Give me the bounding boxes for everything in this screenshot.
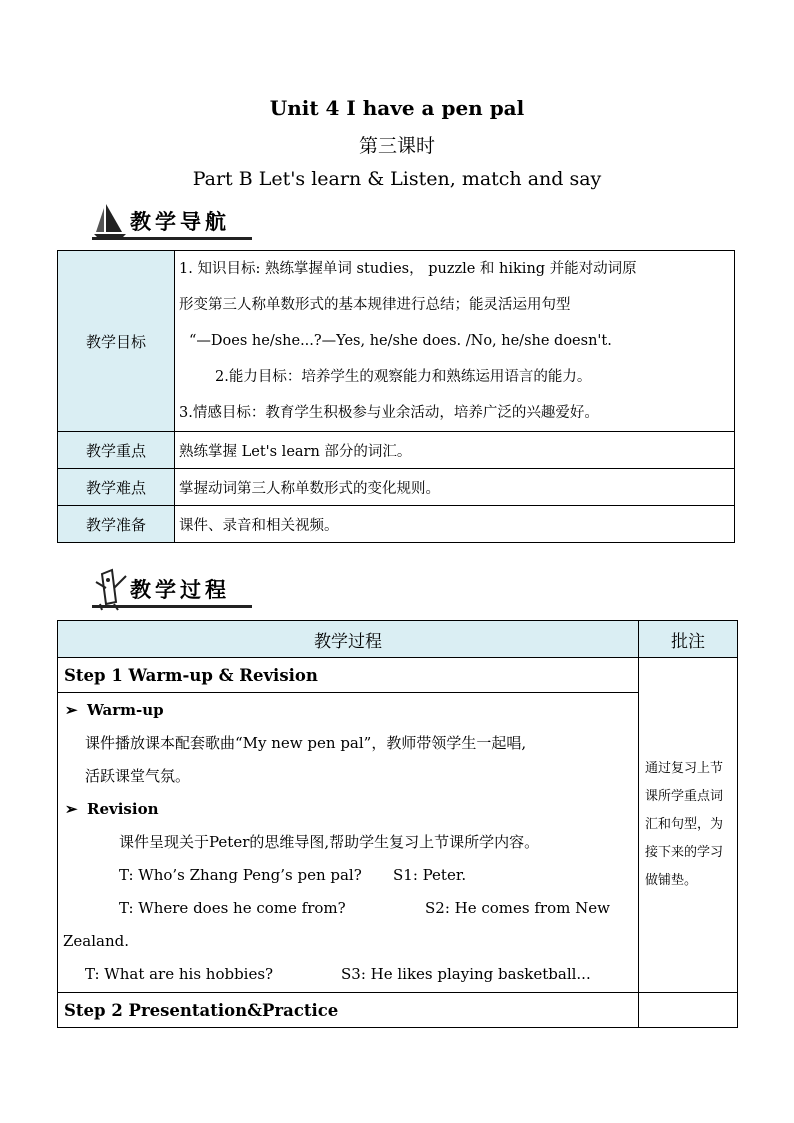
note-line: 汇和句型，为: [645, 817, 724, 832]
objectives-content: [175, 251, 735, 432]
warmup-line: 课件播放课本配套歌曲“My new pen pal”，教师带领学生一起唱,: [85, 734, 527, 752]
table-row: [58, 432, 735, 469]
dialog-teacher: T: What are his hobbies?: [85, 965, 274, 983]
warmup-line: 活跃课堂气氛。: [85, 767, 191, 785]
preparation-label: 教学准备: [58, 506, 175, 543]
step1-content: [58, 693, 639, 993]
unit-title: Unit 4 I have a pen pal: [269, 96, 525, 120]
teaching-navigation-table: [57, 250, 735, 543]
arrow-bullet-icon: ➢: [65, 800, 78, 818]
dialog-line: [59, 958, 637, 991]
objective-line: “—Does he/she...?—Yes, he/she does. /No, he/she doesn't.: [189, 333, 612, 349]
lesson-number: 第三课时: [358, 135, 435, 157]
table-row: [58, 658, 738, 693]
warmup-heading: [59, 694, 637, 727]
warmup-title: Warm-up: [87, 701, 164, 719]
step1-title: Step 1 Warm-up & Revision: [58, 658, 639, 693]
sailboat-icon: [92, 200, 132, 240]
difficulty-content: 掌握动词第三人称单数形式的变化规则。: [175, 469, 735, 506]
section-header-process: [92, 568, 272, 608]
objective-line: 形变第三人称单数形式的基本规律进行总结；能灵活运用句型: [179, 297, 571, 313]
notes-cell: [639, 658, 738, 993]
objective-line: 1. 知识目标: 熟练掌握单词 studies， puzzle 和 hiking 并能对动词原: [179, 261, 637, 277]
dialog-teacher: T: Where does he come from?: [119, 899, 346, 917]
objective-line: 3.情感目标：教育学生积极参与业余活动，培养广泛的兴趣爱好。: [179, 405, 599, 421]
note-line: 通过复习上节: [645, 761, 724, 776]
dialog-student: S1: Peter.: [393, 866, 467, 884]
preparation-content: 课件、录音和相关视频。: [175, 506, 735, 543]
table-row: [58, 993, 738, 1028]
arrow-bullet-icon: ➢: [65, 701, 78, 719]
objective-line: 2.能力目标：培养学生的观察能力和熟练运用语言的能力。: [215, 369, 592, 385]
key-points-label: 教学重点: [58, 432, 175, 469]
table-row: [58, 506, 735, 543]
section-label-process: 教学过程: [130, 578, 230, 602]
teaching-process-table: [57, 620, 738, 1028]
note-line: 接下来的学习: [645, 845, 724, 860]
process-column-header: 教学过程: [58, 621, 639, 658]
section-header-navigation: [92, 200, 272, 240]
revision-heading: [59, 793, 637, 826]
table-row: [58, 469, 735, 506]
note-line: 课所学重点词: [645, 789, 724, 804]
dialog-teacher: T: Who’s Zhang Peng’s pen pal?: [119, 866, 362, 884]
dialog-line: [59, 892, 637, 925]
dialog-line: [59, 859, 637, 892]
table-row: [58, 693, 738, 993]
section-label-navigation: 教学导航: [130, 210, 230, 234]
revision-line: 课件呈现关于Peter的思维导图,帮助学生复习上节课所学内容。: [119, 833, 540, 851]
objectives-label: 教学目标: [58, 251, 175, 432]
difficulty-label: 教学难点: [58, 469, 175, 506]
step2-title: Step 2 Presentation&Practice: [58, 993, 639, 1028]
table-header-row: [58, 621, 738, 658]
note-line: 做铺垫。: [645, 873, 698, 888]
table-row: [58, 251, 735, 432]
dialog-student: S3: He likes playing basketball...: [341, 965, 591, 983]
lesson-part: Part B Let's learn & Listen, match and say: [192, 168, 602, 190]
dialog-student: S2: He comes from New: [425, 899, 610, 917]
revision-title: Revision: [87, 800, 159, 818]
key-points-content: 熟练掌握 Let's learn 部分的词汇。: [175, 432, 735, 469]
notes-column-header: 批注: [639, 621, 738, 658]
dialog-continuation: Zealand.: [63, 932, 130, 950]
notes-cell-empty: [639, 993, 738, 1028]
